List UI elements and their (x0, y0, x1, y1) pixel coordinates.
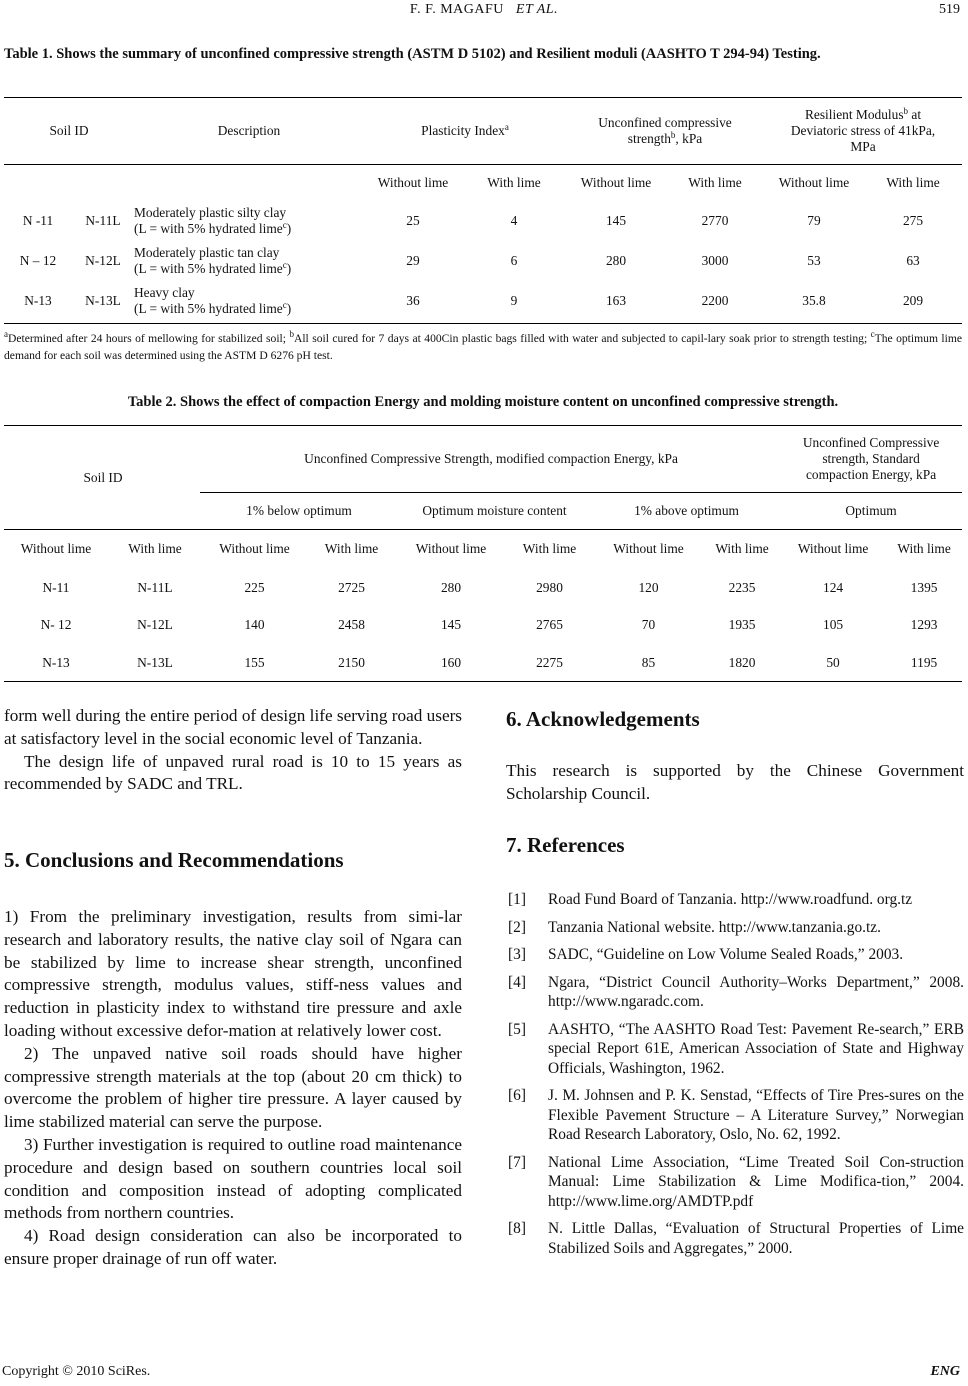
cell-value: 1293 (910, 617, 938, 632)
journal-abbrev: ENG (930, 1364, 960, 1379)
t2-sub-without-lime: Without lime (20, 541, 92, 556)
table2-caption: Table 2. Shows the effect of compaction Energy and molding moisture content on unconfined compressive strength. (127, 394, 839, 410)
t2-h-soil-id: Soil ID (83, 469, 123, 485)
cell-value: 120 (638, 579, 659, 595)
cell-value: 25 (406, 213, 420, 228)
table1-footnote: $^a$Determined after 24 hours of mellowing for stabilized soil; $^b$All soil cured for 7 days at 400Cin plastic bags filled with water and subjected to capil-lary soak prior to strength testing; $^c$The optimum lime demand for each soil was determined using the ASTM D 6276 pH test. (4, 329, 963, 362)
cell-soil-id: N -11 (22, 213, 54, 228)
reference-item: [7] National Lime Association, “Lime Treated Soil Con-struction Manual: Lime Stabilization & Lime Modifica-tion,” 2004. http://www.lime.org/AMDTP.pdf (508, 1153, 964, 1210)
cell-value: 105 (823, 617, 844, 632)
cell-description: Heavy clay (L = with 5% hydrated lime$^c$) (134, 285, 292, 316)
cell-value: 124 (823, 579, 844, 595)
copyright-notice: Copyright © 2010 SciRes. (2, 1364, 151, 1379)
t1-sub-with-lime: With lime (886, 174, 940, 190)
table1-caption: Table 1. Shows the summary of unconfined compressive strength (ASTM D 5102) and Resilient moduli (AASHTO T 294-94) Testing. (4, 46, 821, 62)
cell-value: 50 (826, 654, 840, 670)
conclusion-item: 1) From the preliminary investigation, results from simi-lar research and laboratory results, the native clay soil of Ngara can be stabilized by lime to increase shear strength, unconfined compressive strength, modulus values, stiff-ness values and reduction in plasticity index to withstand tire pressure and axle loading without excessive defor-mation at relatively lower cost. (4, 907, 462, 1040)
cell-value: 70 (641, 617, 656, 632)
t1-sub-with-lime: With lime (688, 174, 742, 190)
t1-sub-without-lime: Without lime (377, 174, 449, 190)
header-authors: F. F. MAGAFU (409, 2, 504, 17)
cell-soil-id: N- 12 (40, 617, 72, 632)
cell-soil-id: N-13 (24, 293, 52, 308)
section-heading-7: 7. References (506, 833, 625, 857)
cell-value: 85 (641, 654, 656, 670)
table-row (4, 241, 962, 281)
t1-sub-without-lime: Without lime (580, 174, 652, 190)
reference-item: [2] Tanzania National website. http://www.tanzania.go.tz. (508, 918, 881, 936)
section-heading-6: 6. Acknowledgements (506, 707, 700, 731)
cell-value: 3000 (701, 253, 729, 268)
t2-sub-with-lime: With lime (128, 541, 182, 556)
cell-value: 1820 (728, 654, 756, 670)
t2-h-ucs-standard: Unconfined Compressive strength, Standard compaction Energy, kPa (802, 435, 940, 482)
reference-item: [8] N. Little Dallas, “Evaluation of Structural Properties of Lime Stabilized Soils and Aggregates,” 2000. (508, 1220, 964, 1257)
t1-h-resilient-modulus: Resilient Modulus$^b$ at Deviatoric stress of 41kPa, MPa (790, 106, 936, 154)
t2-h-optimum-mc: Optimum moisture content (422, 502, 567, 518)
section-heading-5: 5. Conclusions and Recommendations (4, 848, 344, 872)
cell-value: 2200 (701, 293, 729, 308)
cell-value: 155 (244, 654, 265, 670)
table-row (4, 644, 962, 681)
cell-value: 280 (440, 579, 462, 595)
cell-description: Moderately plastic silty clay (L = with 5% hydrated lime$^c$) (134, 205, 292, 236)
table-row (4, 281, 962, 321)
reference-item: [4] Ngara, “District Council Authority–Works Department,” 2008. http://www.ngaradc.com. (508, 973, 964, 1010)
cell-value: 35.8 (802, 293, 826, 308)
t1-h-pi: Plasticity Index$^a$ (421, 122, 509, 138)
cell-soil-id-lime: N-13L (137, 654, 173, 670)
table1-bottom-rule (4, 323, 962, 324)
cell-soil-id-lime: N-13L (85, 293, 121, 308)
t2-h-ucs-modified: Unconfined Compressive Strength, modified compaction Energy, kPa (304, 451, 678, 466)
cell-soil-id: N-13 (42, 654, 70, 670)
table2 (4, 426, 962, 681)
cell-value: 209 (902, 293, 924, 308)
cell-soil-id-lime: N-11L (85, 213, 121, 228)
reference-item: [5] AASHTO, “The AASHTO Road Test: Pavement Re-search,” ERB special Report 61E, American Association of State and Highway Officials, Washington, 1962. (508, 1020, 964, 1077)
cell-value: 140 (244, 617, 265, 632)
cell-value: 145 (440, 617, 462, 632)
cell-value: 9 (510, 293, 518, 308)
reference-item: [3] SADC, “Guideline on Low Volume Sealed Roads,” 2003. (508, 946, 904, 963)
t2-sub-with-lime: With lime (324, 541, 379, 556)
reference-item: [6] J. M. Johnsen and P. K. Senstad, “Effects of Tire Pres-sures on the Flexible Pavement Structure – A Literature Survey,” Norwegian Road Research Laboratory, Oslo, No. 62, 1992. (508, 1087, 964, 1143)
cell-value: 63 (906, 253, 920, 268)
cell-description: Moderately plastic tan clay (L = with 5% hydrated lime$^c$) (134, 245, 292, 276)
cell-value: 2275 (536, 654, 563, 670)
cell-value: 1195 (910, 654, 938, 670)
running-header (0, 2, 968, 18)
conclusions-list (4, 906, 462, 1271)
cell-value: 275 (902, 213, 924, 228)
cell-value: 1395 (910, 579, 938, 595)
body-paragraph: form well during the entire period of design life serving road users at satisfactory level in the social economic level of Tanzania. (4, 706, 462, 748)
cell-value: 280 (605, 253, 627, 268)
cell-value: 145 (605, 213, 627, 228)
cell-value: 2150 (338, 654, 365, 670)
cell-value: 2458 (338, 617, 365, 632)
t2-sub-without-lime: Without lime (415, 541, 487, 556)
t2-sub-with-lime: With lime (522, 541, 577, 556)
table1 (4, 98, 962, 321)
table-row (4, 201, 962, 241)
cell-value: 2980 (536, 579, 563, 595)
t2-sub-with-lime: With lime (715, 541, 769, 556)
cell-value: 1935 (728, 617, 756, 632)
t1-h-description: Description (217, 123, 281, 138)
cell-value: 160 (440, 654, 462, 670)
table2-bottom-rule (4, 681, 962, 682)
cell-soil-id-lime: N-12L (137, 617, 173, 632)
cell-soil-id: N-11 (42, 579, 70, 595)
reference-item: [1] Road Fund Board of Tanzania. http://www.roadfund. org.tz (508, 891, 913, 908)
body-paragraph: The design life of unpaved rural road is 10 to 15 years as recommended by SADC and TRL. (4, 751, 462, 794)
header-etal: ET AL. (515, 2, 559, 17)
t2-sub-without-lime: Without lime (219, 541, 290, 556)
cell-value: 2765 (536, 617, 563, 632)
left-column (4, 705, 462, 796)
cell-soil-id-lime: N-11L (137, 579, 173, 595)
reference-list (508, 890, 964, 1258)
cell-value: 2235 (728, 579, 756, 595)
cell-value: 2725 (338, 579, 365, 595)
table-row (4, 606, 962, 644)
conclusion-item: 2) The unpaved native soil roads should have higher compressive strength materials at the top (about 20 cm thick) to overcome the problem of higher tire pressure. A layer caused by lime stabilized material can serve the purpose. (4, 1043, 462, 1132)
cell-value: 29 (406, 253, 420, 268)
cell-value: 225 (244, 579, 265, 595)
cell-soil-id-lime: N-12L (85, 253, 121, 268)
acknowledgement-text (506, 760, 964, 806)
t1-h-soil-id: Soil ID (49, 123, 89, 138)
cell-value: 36 (406, 293, 420, 308)
t2-h-above-optimum: 1% above optimum (634, 502, 739, 518)
cell-value: 79 (807, 213, 821, 228)
t2-h-below-optimum: 1% below optimum (246, 502, 352, 518)
t1-sub-without-lime: Without lime (778, 174, 850, 190)
cell-value: 6 (510, 253, 518, 268)
t1-h-ucs: Unconfined compressive strength$^b$, kPa (598, 115, 732, 146)
t2-sub-without-lime: Without lime (613, 541, 684, 556)
t2-h-optimum: Optimum (845, 502, 897, 518)
cell-value: 163 (605, 293, 627, 308)
cell-value: 2770 (701, 213, 729, 228)
body-paragraph: This research is supported by the Chinese Government Scholarship Council. (506, 761, 964, 803)
conclusion-item: 3) Further investigation is required to outline road maintenance procedure and design based on southern countries local soil condition and composition instead of adopting complicated methods from northern countries. (4, 1134, 462, 1223)
table-row (4, 569, 962, 606)
t2-sub-with-lime: With lime (897, 541, 951, 556)
t1-sub-with-lime: With lime (487, 174, 541, 190)
cell-soil-id: N – 12 (19, 253, 57, 268)
t2-sub-without-lime: Without lime (797, 541, 869, 556)
cell-value: 53 (807, 253, 821, 268)
conclusion-item: 4) Road design consideration can also be incorporated to ensure proper drainage of run off water. (4, 1226, 462, 1268)
page-number: 519 (939, 2, 960, 17)
cell-value: 4 (510, 213, 518, 228)
